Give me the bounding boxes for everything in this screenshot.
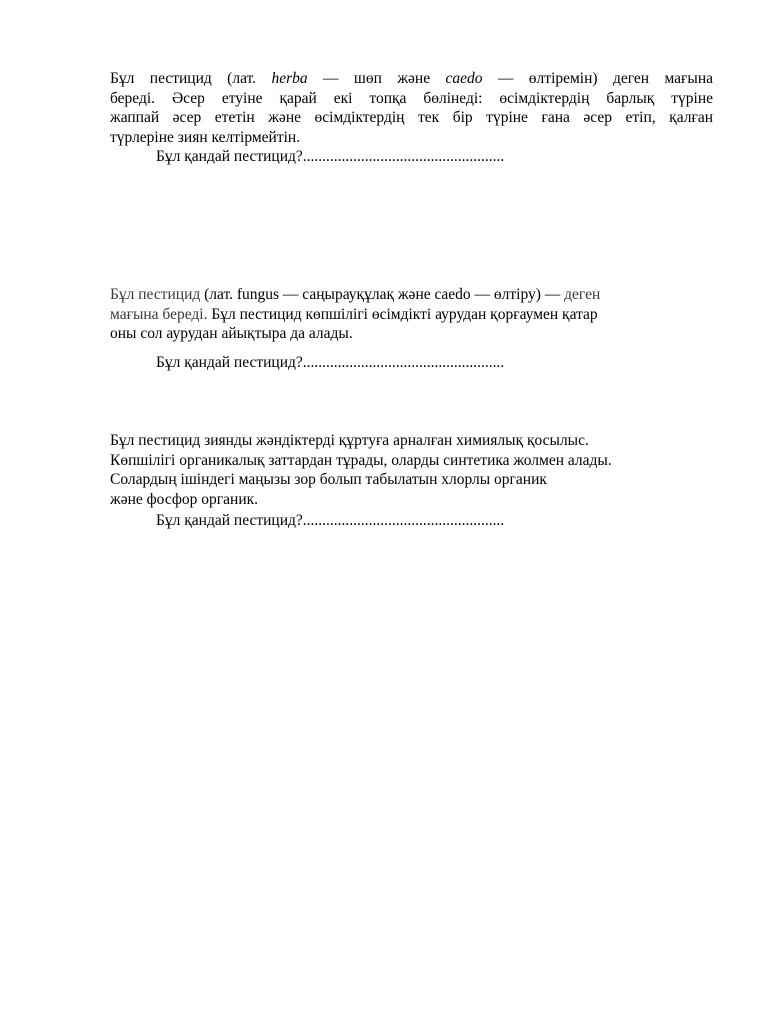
herbicide-line-1	[110, 69, 713, 89]
herbicide-question: Бұл қандай пестицид?....................................................	[156, 148, 505, 165]
herbicide-line-1-part-e: — өлтіремін) деген мағына	[482, 70, 714, 87]
fungicide-line-1	[110, 285, 713, 305]
fungicide-line-2-part-b: Бұл пестицид көпшілігі өсімдікті аурудан қорғаумен қатар	[211, 305, 598, 323]
herbicide-line-2: береді. Әсер етуіне қарай екі топқа бөлінеді: өсімдіктердің барлық түріне	[110, 89, 713, 107]
herbicide-line-1-part-a: Бұл пестицид (лат.	[110, 70, 272, 87]
insecticide-line-2: Көпшілігі органикалық заттардан тұрады, оларды синтетика жолмен алады.	[110, 451, 612, 469]
paragraph-herbicide	[110, 69, 713, 167]
herbicide-line-3: жаппай әсер ететін және өсімдіктердің тек бір түріне ғана әсер етіп, қалған	[110, 109, 713, 126]
insecticide-line-1: Бұл пестицид зиянды жәндіктерді құртуға арналған химиялық қосылыс.	[110, 432, 589, 449]
paragraph-insecticide	[110, 431, 713, 531]
insecticide-description	[110, 431, 713, 509]
fungicide-question: Бұл қандай пестицид?....................................................	[156, 353, 505, 371]
fungicide-line-2-part-a: мағына береді.	[110, 305, 212, 323]
insecticide-line-3: Солардың ішіндегі маңызы зор болып табылатын хлорлы органик	[110, 471, 547, 488]
fungicide-line-3: оны сол аурудан айықтыра да алады.	[110, 325, 353, 342]
fungicide-description	[110, 285, 713, 344]
fungicide-line-2	[110, 305, 713, 325]
insecticide-line-4: және фосфор органик.	[110, 490, 259, 508]
herbicide-latin-word: herba	[271, 70, 308, 87]
fungicide-line-1-part-a: Бұл пестицид	[110, 286, 205, 303]
paragraph-fungicide	[110, 285, 713, 372]
herbicide-description	[110, 69, 713, 147]
herbicide-line-1-part-c: — шөп және	[307, 70, 446, 87]
fungicide-line-1-part-c: деген	[564, 286, 601, 303]
herbicide-line-4: түрлеріне зиян келтірмейтін.	[110, 128, 301, 146]
insecticide-question: Бұл қандай пестицид?....................................................	[156, 512, 505, 529]
caedo-latin-word: caedo	[445, 70, 483, 87]
fungicide-line-1-part-b: (лат. fungus — саңырауқұлақ және caedo — өлтіру) —	[204, 286, 565, 303]
